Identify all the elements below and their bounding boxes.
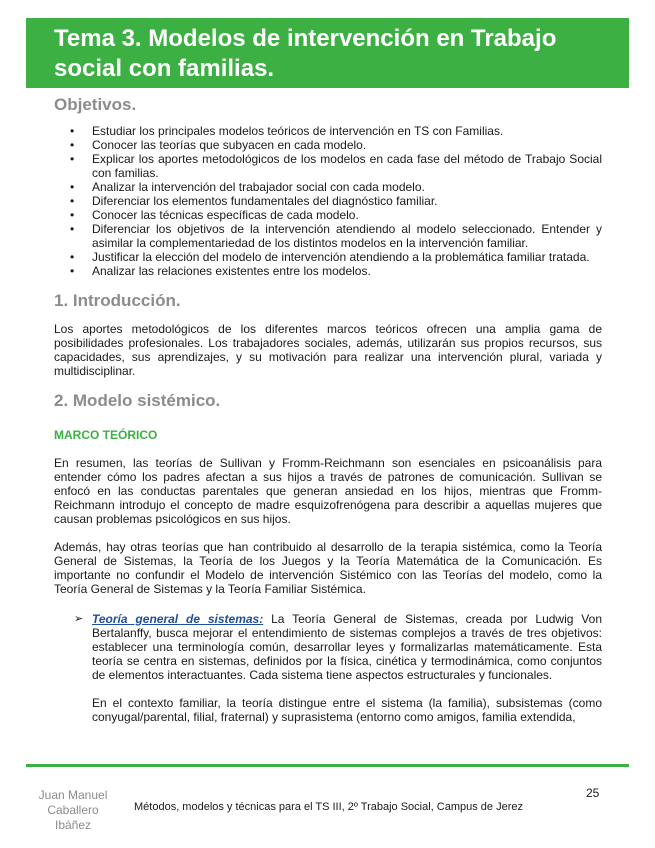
footer-course: Métodos, modelos y técnicas para el TS III, 2º Trabajo Social, Campus de Jerez bbox=[134, 801, 524, 813]
theory-bullet bbox=[54, 612, 602, 724]
list-item: • Justificar la elección del modelo de intervención atendiendo a la problemática familiar tratada. bbox=[92, 250, 602, 264]
page-number: 25 bbox=[586, 786, 600, 800]
footer-author: Juan Manuel Caballero Ibáñez bbox=[38, 788, 108, 832]
list-item: • Conocer las teorías que subyacen en cada modelo. bbox=[92, 138, 602, 152]
intro-paragraph: Los aportes metodológicos de los diferentes marcos teóricos ofrecen una amplia gama de posibilidades profesionales. Los trabajadores sociales, además, utilizarán sus propios recursos, sus capacidades, sus aprendizajes, y su motivación para realizar una intervención plural, variada y multidisciplinar. bbox=[54, 322, 602, 378]
theory-link[interactable]: Teoría general de sistemas: bbox=[92, 612, 264, 626]
family-context-paragraph: En el contexto familiar, la teoría distingue entre el sistema (la familia), subsistemas (como conyugal/parental, filial, fraternal) y suprasistema (entorno como amigos, familia extendida, bbox=[92, 696, 602, 724]
list-item: • Analizar las relaciones existentes entre los modelos. bbox=[92, 264, 602, 278]
systemic-paragraph-1: En resumen, las teorías de Sullivan y Fromm-Reichmann son esenciales en psicoanálisis para entender cómo los padres afectan a sus hijos a través de patrones de comunicación. Sullivan se enfocó en las conductas parentales que generan ansiedad en los hijos, mientras que Fromm-Reichmann introdujo el concepto de madre esquizofrenógena para describir a aquellas mujeres que causan problemas psicológicos en sus hijos. bbox=[54, 456, 602, 526]
intro-heading: 1. Introducción. bbox=[54, 291, 181, 310]
systemic-paragraph-2: Además, hay otras teorías que han contribuido al desarrollo de la terapia sistémica, como la Teoría General de Sistemas, la Teoría de los Juegos y la Teoría Matemática de la Comunicación. Es importante no confundir el Modelo de intervención Sistémico con las Teorías del modelo, como la Teoría General de Sistemas y la Teoría Familiar Sistémica. bbox=[54, 540, 602, 596]
arrow-bullet-icon: ➢ bbox=[74, 613, 84, 625]
objectives-heading: Objetivos. bbox=[54, 95, 137, 114]
list-item: • Estudiar los principales modelos teóricos de intervención en TS con Familias. bbox=[92, 124, 602, 138]
list-item: • Conocer las técnicas específicas de cada modelo. bbox=[92, 208, 602, 222]
systemic-heading: 2. Modelo sistémico. bbox=[54, 391, 221, 410]
list-item: • Diferenciar los objetivos de la intervención atendiendo al modelo seleccionado. Entender y asimilar la complementariedad de los distintos modelos en la intervención familiar. bbox=[92, 222, 602, 250]
theory-bullet-text bbox=[92, 612, 602, 682]
theory-subheading: MARCO TEÓRICO bbox=[54, 428, 158, 442]
list-item: • Analizar la intervención del trabajador social con cada modelo. bbox=[92, 180, 602, 194]
page-title: Tema 3. Modelos de intervención en Trabajo social con familias. bbox=[54, 25, 557, 82]
theory-description: La Teoría General de Sistemas, creada por Ludwig Von Bertalanffy, busca mejorar el entendimiento de sistemas complejos a través de tres objetivos: establecer una terminología común, desarrollar leyes y formalizarlas matemáticamente. Esta teoría se centra en sistemas, definidos por la física, cinética y termodinámica, como conjuntos de elementos interactuantes. Cada sistema tiene aspectos estructurales y funcionales. bbox=[92, 612, 603, 682]
list-item: • Diferenciar los elementos fundamentales del diagnóstico familiar. bbox=[92, 194, 602, 208]
title-bar bbox=[26, 18, 629, 88]
list-item: • Explicar los aportes metodológicos de los modelos en cada fase del método de Trabajo Social con familias. bbox=[92, 152, 602, 180]
footer-divider bbox=[26, 764, 629, 767]
document-body bbox=[54, 94, 602, 724]
objectives-list bbox=[54, 124, 602, 278]
